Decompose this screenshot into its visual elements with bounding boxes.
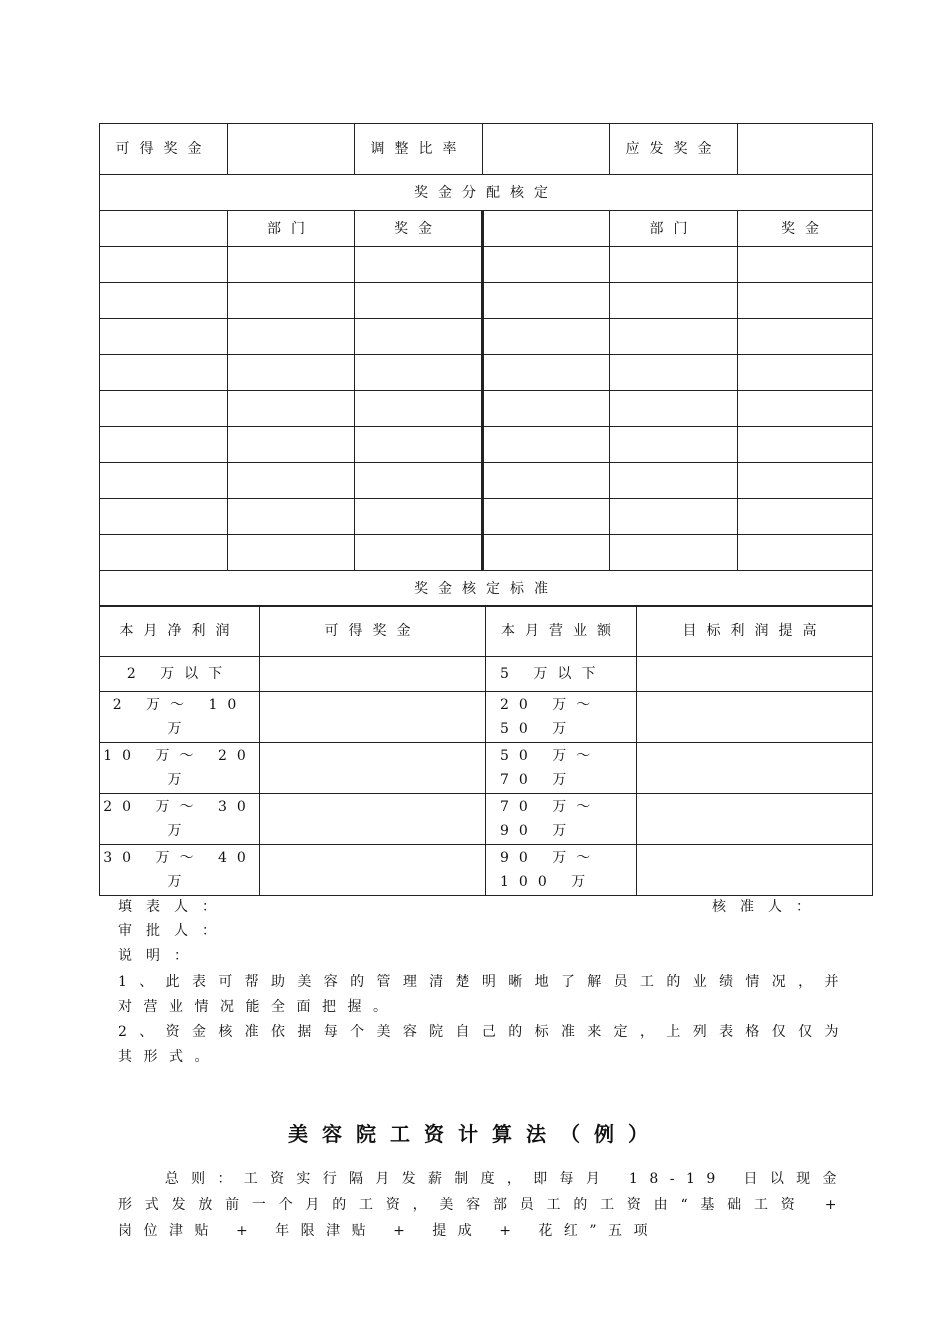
profit-range: 20 万～ 30 万 bbox=[100, 794, 260, 845]
profit-range: 2 万以下 bbox=[100, 657, 260, 692]
reviewer-label: 审批人： bbox=[118, 923, 230, 939]
bonus-allocation-table bbox=[99, 123, 873, 607]
target-cell[interactable] bbox=[637, 794, 873, 845]
note-2: 2、资金核准依据每个美容院自己的标准来定，上列表格仅仅为其形式。 bbox=[118, 1024, 850, 1065]
standard-row bbox=[100, 657, 873, 692]
allocation-row bbox=[100, 391, 873, 427]
target-cell[interactable] bbox=[637, 692, 873, 743]
allocation-header-blank-right bbox=[483, 211, 610, 247]
allocation-row bbox=[100, 283, 873, 319]
revenue-range: 70 万～ 90 万 bbox=[486, 794, 637, 845]
bonus-cell[interactable] bbox=[260, 657, 486, 692]
payable-bonus-cell[interactable] bbox=[738, 124, 873, 175]
available-bonus-label: 可得奖金 bbox=[100, 124, 228, 175]
profit-range: 30 万～ 40 万 bbox=[100, 845, 260, 896]
profit-range: 2 万～ 10 万 bbox=[100, 692, 260, 743]
allocation-row bbox=[100, 427, 873, 463]
target-cell[interactable] bbox=[637, 657, 873, 692]
target-cell[interactable] bbox=[637, 845, 873, 896]
allocation-section-title: 奖金分配核定 bbox=[100, 175, 873, 211]
net-profit-header: 本月净利润 bbox=[100, 606, 260, 657]
dept-header-right: 部门 bbox=[610, 211, 738, 247]
intro-paragraph bbox=[118, 1166, 848, 1244]
approver-label: 核准人： bbox=[712, 899, 824, 915]
adjustment-ratio-cell[interactable] bbox=[483, 124, 610, 175]
bonus-standard-table bbox=[99, 605, 873, 896]
standard-row bbox=[100, 845, 873, 896]
standard-row bbox=[100, 692, 873, 743]
bonus-cell[interactable] bbox=[260, 794, 486, 845]
revenue-range: 50 万～ 70 万 bbox=[486, 743, 637, 794]
payable-bonus-label: 应发奖金 bbox=[610, 124, 738, 175]
adjustment-ratio-label: 调整比率 bbox=[355, 124, 483, 175]
allocation-row bbox=[100, 463, 873, 499]
standard-row bbox=[100, 794, 873, 845]
bonus-header-right: 奖金 bbox=[738, 211, 873, 247]
allocation-row bbox=[100, 247, 873, 283]
bonus-cell[interactable] bbox=[260, 743, 486, 794]
revenue-range: 5 万以下 bbox=[486, 657, 637, 692]
bonus-cell[interactable] bbox=[260, 692, 486, 743]
revenue-range: 90 万～ 100 万 bbox=[486, 845, 637, 896]
allocation-row bbox=[100, 535, 873, 571]
allocation-row bbox=[100, 499, 873, 535]
target-cell[interactable] bbox=[637, 743, 873, 794]
target-profit-header: 目标利润提高 bbox=[637, 606, 873, 657]
allocation-header-blank-left bbox=[100, 211, 228, 247]
bonus-cell[interactable] bbox=[260, 845, 486, 896]
notes-heading: 说明： bbox=[118, 948, 202, 964]
revenue-range: 20 万～ 50 万 bbox=[486, 692, 637, 743]
available-bonus-cell[interactable] bbox=[228, 124, 355, 175]
dept-header-left: 部门 bbox=[228, 211, 355, 247]
filler-label: 填表人： bbox=[118, 899, 230, 915]
bonus-header-left: 奖金 bbox=[355, 211, 483, 247]
intro-text: 总则：工资实行隔月发薪制度，即每月 18-19 日以现金形式发放前一个月的工资，美容部员工的工资由“基础工资 + 岗位津贴 + 年限津贴 + 提成 + 花红”五项 bbox=[118, 1171, 848, 1239]
page-title: 美容院工资计算法（例） bbox=[288, 1122, 662, 1146]
monthly-revenue-header: 本月营业额 bbox=[486, 606, 637, 657]
standard-section-title: 奖金核定标准 bbox=[100, 571, 873, 607]
allocation-row bbox=[100, 355, 873, 391]
note-1: 1、此表可帮助美容的管理清楚明晰地了解员工的业绩情况，并对营业情况能全面把握。 bbox=[118, 974, 850, 1015]
available-bonus-header: 可得奖金 bbox=[260, 606, 486, 657]
profit-range: 10 万～ 20 万 bbox=[100, 743, 260, 794]
allocation-row bbox=[100, 319, 873, 355]
standard-row bbox=[100, 743, 873, 794]
